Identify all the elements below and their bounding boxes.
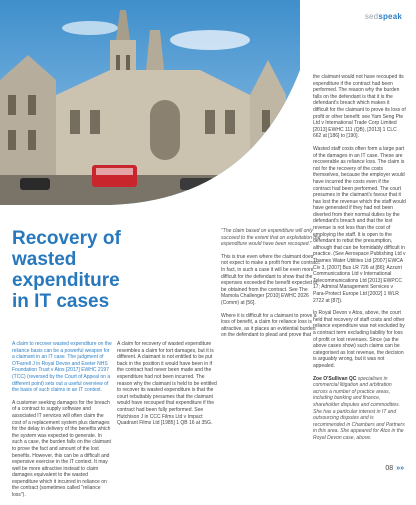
article-lead: A claim to recover wasted expenditure on the reliance basis can be a powerful weapon for a claimant in an IT case. The judgment of O'Farrell J in Royal Devon and Exeter NHS Foundation Trust v Atos [2017] EWHC 2197 (TCC) (reversed by the Court of Appeal on a different point) sets out a useful overview of the basis of such claims in an IT context. — [12, 341, 112, 394]
column-2 — [117, 341, 217, 433]
paragraph-3: This is true even where the claimant does not expect to make a profit from the contract. In fact, in such a case it will be even more difficult for the defendant to show that the expenses exceeded the benefit expected to be obtained from the contract. See The Mamola Challenger [2010] EWHC 2026 (Comm) at [56]. — [221, 253, 321, 306]
law-courts-building-photo-icon — [0, 0, 300, 205]
page-number — [385, 465, 404, 472]
column-1 — [12, 341, 112, 505]
paragraph-4: Where it is difficult for a claimant to prove a loss of benefit, a claim for reliance loss is attractive, as it places an evidential burden on the defendant to plead and prove that — [221, 312, 317, 339]
column-4 — [313, 74, 406, 447]
paragraph-1: A customer seeking damages for the breach of a contract to supply software and associated IT services will often claim the cost of a replacement system plus damages for the delay in delivery of the benefits which the system was expected to generate. In such a case, the burden falls on the claimant to prove the fact and amount of the lost benefits. However, this can be a difficult and expensive exercise in the IT context. It may well be more attractive instead to claim damages equivalent to the wasted expenditure which it incurred in reliance on the contract (sometimes called "reliance loss"). — [12, 399, 111, 499]
column-3 — [221, 228, 321, 345]
author-bio-text: specialises in commercial litigation and arbitration across a number of practice areas, including banking and finance, shareholder disputes and commodities. She has a particular interest in IT and outsourcing disputes and is recommended in Chambers and Partners in this area. She appeared for Atos in the Royal Devon case, above. — [313, 375, 405, 441]
author-bio — [313, 376, 406, 442]
paragraph-2: A claim for recovery of wasted expenditure resembles a claim for tort damages, but it is different. A claimant is not entitled to be put back in the position it would have been in if the contract had never been made and the expenditure had not been incurred. The reason why the claimant is held to be entitled to recover its wasted expenditure is that the court rebuttably presumes that the claimant would have recouped that expenditure if the contract had been fully performed. See Hutchison J in CCC Films Ltd v Impact Quadrant Films Ltd [1985] 1 QB 16 at 35G. — [117, 341, 217, 427]
author-name: Zoe O'Sullivan QC — [313, 375, 357, 382]
paragraph-6: Wasted staff costs often form a large part of the damages in an IT case. These are recoverable as reliance loss. The claim is not for the recovery of the costs themselves, because the employer would have incurred the costs even if the contract had been performed. The court presumes in the claimant's favour that it has lost the revenue which the staff would have generated if they had not been diverted from their normal duties by the defendant's breach and that the lost revenue is not less than the cost of employing the staff. It is open to the defendant to rebut the presumption, although that can be formidably difficult in practice. (See Aerospace Publishing Ltd v Thames Water Utilities Ltd [2007] EWCA Civ 3, [2007] Bus LR 726 at [86]; Azzurri Communications Ltd v International Telecommunications Ltd [2013] EWPCC 17; Admiral Management Services v Para-Protect Europe Ltd [2002] 1 WLR 2722 at [87]). — [313, 145, 406, 304]
paragraph-5: the claimant would not have recouped its expenditure if the contract had been performed. The reason why the burden falls on the defendant is that it is the defendant's breach which makes it difficult for the claimant to prove its loss of profit or other benefit: see Yam Seng Pte Ltd v International Trade Corp Limited [2013] EWHC 111 (QB), [2013] 1 CLC 662 at [186] to [190]. — [313, 74, 406, 140]
next-page-arrows-icon: »» — [396, 465, 404, 472]
pull-quote: "The claim based on expenditure will only succeed to the extent that on exploitation the expenditure would have been recouped." — [221, 228, 321, 248]
brand-accent: speak — [378, 12, 402, 21]
article-title: Recovery of wasted expenditure in IT cases — [12, 228, 121, 312]
hero-photo — [0, 0, 300, 205]
publication-brand — [365, 12, 402, 21]
brand-prefix: sed — [364, 12, 379, 21]
page-number-value: 08 — [385, 465, 394, 472]
paragraph-7: In Royal Devon v Atos, above, the court held that recovery of staff costs and other reliance expenditure was not excluded by a contract term excluding liability for loss of profit or lost revenues. Since (as the above cases show) such claims can be categorised as lost revenue, the decision is arguably wrong, but it was not appealed. — [313, 310, 405, 369]
